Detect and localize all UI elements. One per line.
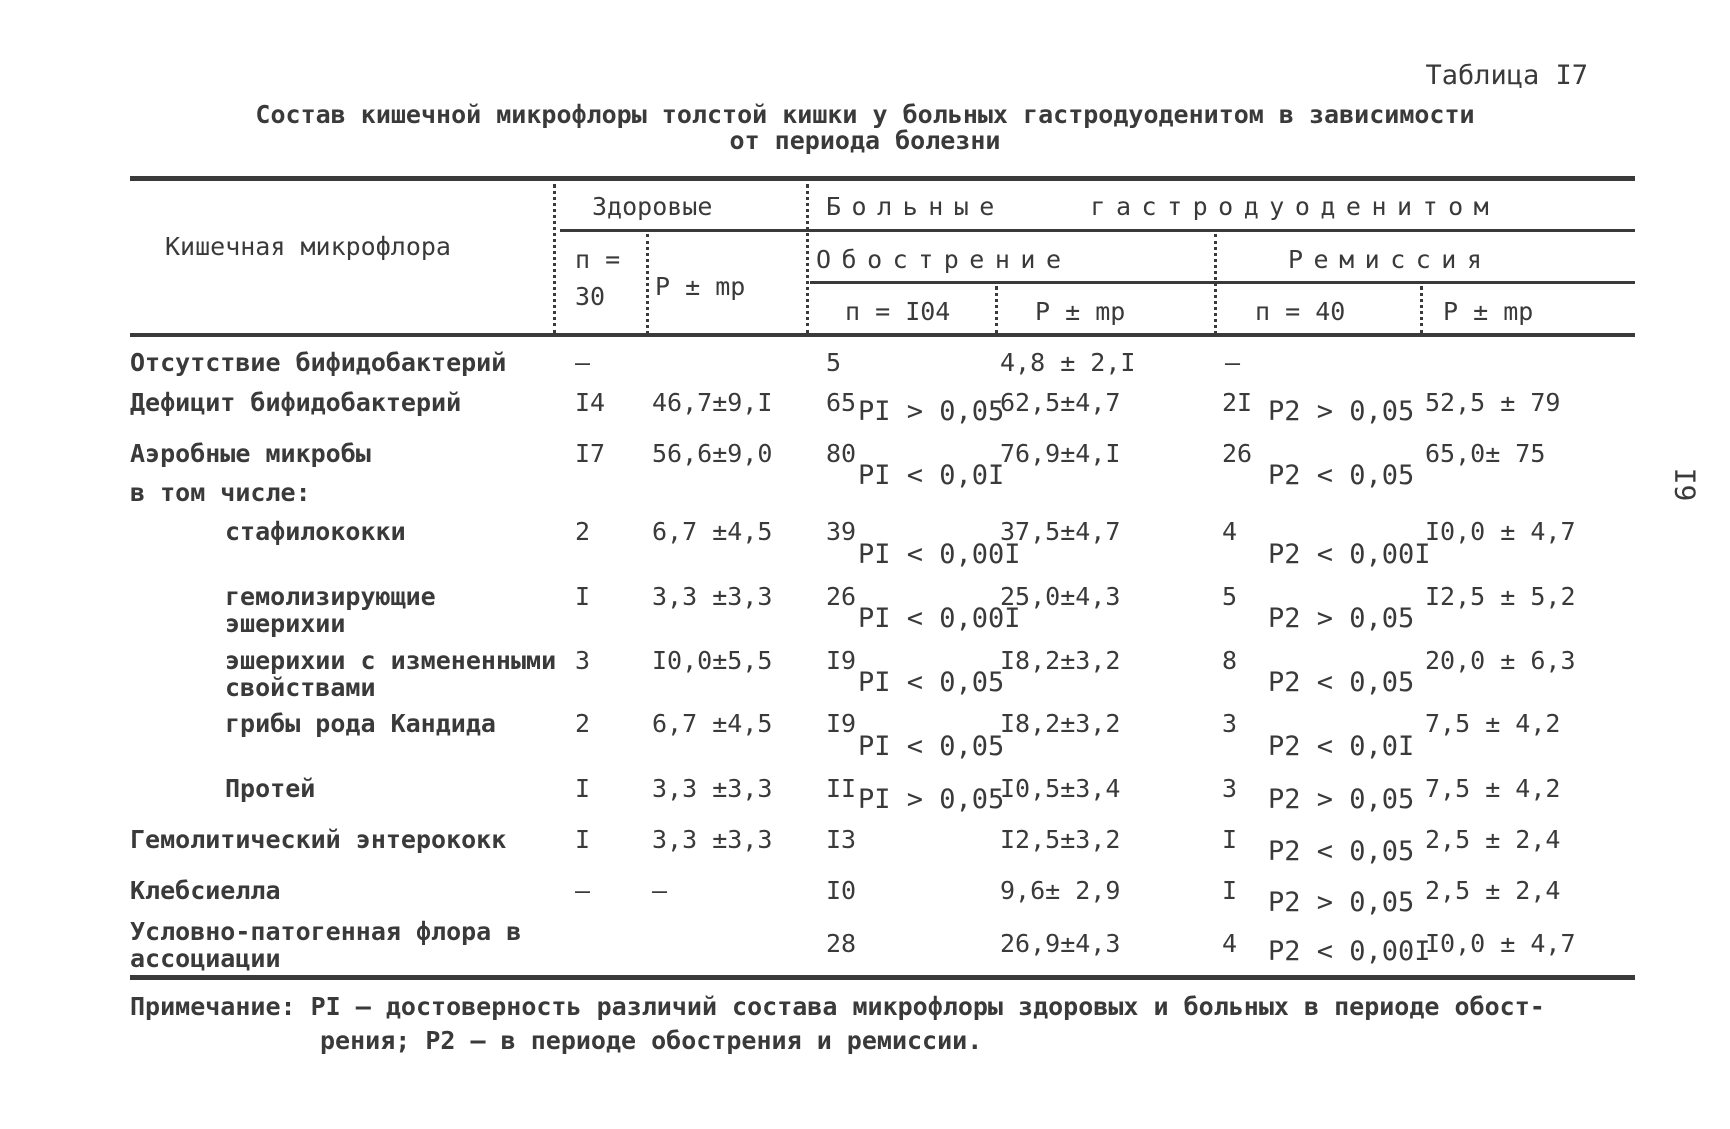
cell-healthy-n: I4 (575, 388, 606, 417)
cell-healthy-n: 3 (575, 646, 591, 675)
cell-rem-n: 5 (1222, 582, 1238, 611)
cell-healthy-n: I (575, 582, 591, 611)
cell-rem-n: 8 (1222, 646, 1238, 675)
cell-exac-p: 25,0±4,3 (1000, 582, 1121, 611)
cell-rem-p: 7,5 ± 4,2 (1425, 774, 1561, 803)
header-healthy: Здоровые (592, 192, 713, 221)
row-name: гемолизирующие эшерихии (225, 582, 436, 638)
cell-exac-p: I2,5±3,2 (1000, 825, 1121, 854)
row-name: Условно-патогенная флора в ассоциации (130, 917, 522, 973)
rule-under-group (560, 229, 1635, 232)
cell-rem-sig: P2 < 0,00I (1268, 539, 1431, 570)
cell-rem-n: I (1222, 825, 1238, 854)
cell-exac-sig: PI < 0,05 (858, 667, 1005, 698)
cell-rem-n: 3 (1222, 774, 1238, 803)
cell-healthy-p: 3,3 ±3,3 (652, 774, 773, 803)
header-flora: Кишечная микрофлора (165, 232, 451, 261)
cell-rem-n: 3 (1222, 709, 1238, 738)
cell-exac-p: I0,5±3,4 (1000, 774, 1121, 803)
cell-rem-sig: P2 > 0,05 (1268, 603, 1415, 634)
cell-healthy-n: I (575, 774, 591, 803)
cell-exac-n: I9 (826, 709, 857, 738)
table-title (0, 102, 1730, 154)
cell-rem-p: I0,0 ± 4,7 (1425, 517, 1576, 546)
top-rule (130, 176, 1635, 181)
vrule-healthy-mid (646, 234, 649, 334)
cell-rem-sig: P2 > 0,05 (1268, 887, 1415, 918)
header-p-m-remission: Р ± mр (1443, 297, 1534, 326)
header-n-healthy-2: 30 (575, 282, 606, 311)
cell-healthy-p: 3,3 ±3,3 (652, 582, 773, 611)
cell-exac-p: 62,5±4,7 (1000, 388, 1121, 417)
cell-rem-p: 2,5 ± 2,4 (1425, 825, 1561, 854)
cell-exac-p: I8,2±3,2 (1000, 646, 1121, 675)
cell-exac-p: 76,9±4,I (1000, 439, 1121, 468)
cell-rem-sig: P2 < 0,00I (1268, 936, 1431, 967)
cell-exac-n: 28 (826, 929, 857, 958)
cell-exac-sig: PI < 0,00I (858, 539, 1021, 570)
row-name: грибы рода Кандида (225, 709, 496, 738)
table-number: Таблица I7 (1425, 60, 1588, 91)
cell-healthy-n: – (575, 348, 591, 377)
header-patients: Больные гастродуоденитом (826, 192, 1500, 221)
header-exacerbation: Обострение (816, 245, 1072, 274)
cell-healthy-p: 46,7±9,I (652, 388, 773, 417)
cell-exac-n: 80 (826, 439, 857, 468)
table-note (130, 990, 1545, 1058)
cell-rem-p: 20,0 ± 6,3 (1425, 646, 1576, 675)
cell-rem-p: 2,5 ± 2,4 (1425, 876, 1561, 905)
cell-rem-n: 26 (1222, 439, 1253, 468)
cell-exac-sig: PI > 0,05 (858, 784, 1005, 815)
cell-exac-n: 26 (826, 582, 857, 611)
cell-rem-p: 65,0± 75 (1425, 439, 1546, 468)
cell-rem-n: 4 (1222, 929, 1238, 958)
header-p-m-healthy: Р ± mр (655, 272, 746, 301)
cell-healthy-n: I (575, 825, 591, 854)
header-p-m-exacerbation: Р ± mр (1035, 297, 1126, 326)
title-line-2: от периода болезни (729, 126, 1001, 155)
row-name: Аэробные микробы (130, 439, 371, 468)
cell-exac-n: 65 (826, 388, 857, 417)
cell-healthy-n: I7 (575, 439, 606, 468)
cell-healthy-n: 2 (575, 709, 591, 738)
cell-exac-sig: PI > 0,05 (858, 396, 1005, 427)
cell-healthy-p: 56,6±9,0 (652, 439, 773, 468)
cell-rem-p: 7,5 ± 4,2 (1425, 709, 1561, 738)
cell-healthy-n: 2 (575, 517, 591, 546)
cell-rem-n: – (1225, 348, 1241, 377)
cell-exac-sig: PI < 0,05 (858, 731, 1005, 762)
cell-rem-p: 52,5 ± 79 (1425, 388, 1561, 417)
cell-rem-p: I0,0 ± 4,7 (1425, 929, 1576, 958)
cell-rem-sig: P2 < 0,0I (1268, 731, 1415, 762)
cell-rem-sig: P2 < 0,05 (1268, 667, 1415, 698)
page-number: I9 (1668, 467, 1702, 502)
cell-exac-p: 37,5±4,7 (1000, 517, 1121, 546)
note-line-2: рения; P2 – в периоде обострения и ремиссии. (320, 1026, 983, 1055)
header-n-healthy-1: п = (575, 245, 621, 274)
cell-exac-p: 26,9±4,3 (1000, 929, 1121, 958)
cell-rem-n: 2I (1222, 388, 1253, 417)
cell-exac-p: I8,2±3,2 (1000, 709, 1121, 738)
cell-exac-p: 4,8 ± 2,I (1000, 348, 1136, 377)
cell-healthy-p: 6,7 ±4,5 (652, 709, 773, 738)
vrule-healthy-left (553, 184, 556, 334)
row-name: эшерихии с измененными свойствами (225, 646, 557, 702)
cell-exac-n: I3 (826, 825, 857, 854)
header-remission: Ремиссия (1288, 245, 1493, 274)
cell-rem-sig: P2 > 0,05 (1268, 396, 1415, 427)
vrule-remission-left (1214, 234, 1217, 334)
cell-exac-n: 39 (826, 517, 857, 546)
rule-under-period (810, 281, 1635, 284)
header-n-remission: п = 40 (1255, 297, 1346, 326)
row-name: Клебсиелла (130, 876, 281, 905)
cell-exac-n: 5 (826, 348, 842, 377)
row-name: Отсутствие бифидобактерий (130, 348, 507, 377)
row-name: Протей (225, 774, 316, 803)
table-bottom-rule (130, 975, 1635, 980)
vrule-patients-left (806, 184, 809, 334)
vrule-rem-mid (1420, 286, 1423, 334)
note-line-1: Примечание: PI – достоверность различий состава микрофлоры здоровых и больных в периоде обост- (130, 992, 1545, 1021)
cell-exac-p: 9,6± 2,9 (1000, 876, 1121, 905)
row-name: стафилококки (225, 517, 406, 546)
cell-healthy-p: 6,7 ±4,5 (652, 517, 773, 546)
cell-exac-n: I0 (826, 876, 857, 905)
cell-healthy-p: – (652, 876, 668, 905)
cell-rem-sig: P2 > 0,05 (1268, 784, 1415, 815)
cell-healthy-p: 3,3 ±3,3 (652, 825, 773, 854)
header-bottom-rule (130, 333, 1635, 337)
cell-healthy-n: – (575, 876, 591, 905)
cell-healthy-p: I0,0±5,5 (652, 646, 773, 675)
row-name: Дефицит бифидобактерий (130, 388, 462, 417)
cell-rem-n: I (1222, 876, 1238, 905)
cell-rem-n: 4 (1222, 517, 1238, 546)
vrule-exac-mid (995, 286, 998, 334)
row-name: в том числе: (130, 478, 311, 507)
title-line-1: Состав кишечной микрофлоры толстой кишки у больных гастродуоденитом в зависимости (255, 100, 1475, 129)
row-name: Гемолитический энтерококк (130, 825, 507, 854)
cell-exac-n: I9 (826, 646, 857, 675)
cell-exac-sig: PI < 0,00I (858, 603, 1021, 634)
cell-rem-sig: P2 < 0,05 (1268, 460, 1415, 491)
cell-exac-sig: PI < 0,0I (858, 460, 1005, 491)
cell-rem-p: I2,5 ± 5,2 (1425, 582, 1576, 611)
header-n-exacerbation: п = I04 (845, 297, 951, 326)
cell-rem-sig: P2 < 0,05 (1268, 836, 1415, 867)
cell-exac-n: II (826, 774, 857, 803)
